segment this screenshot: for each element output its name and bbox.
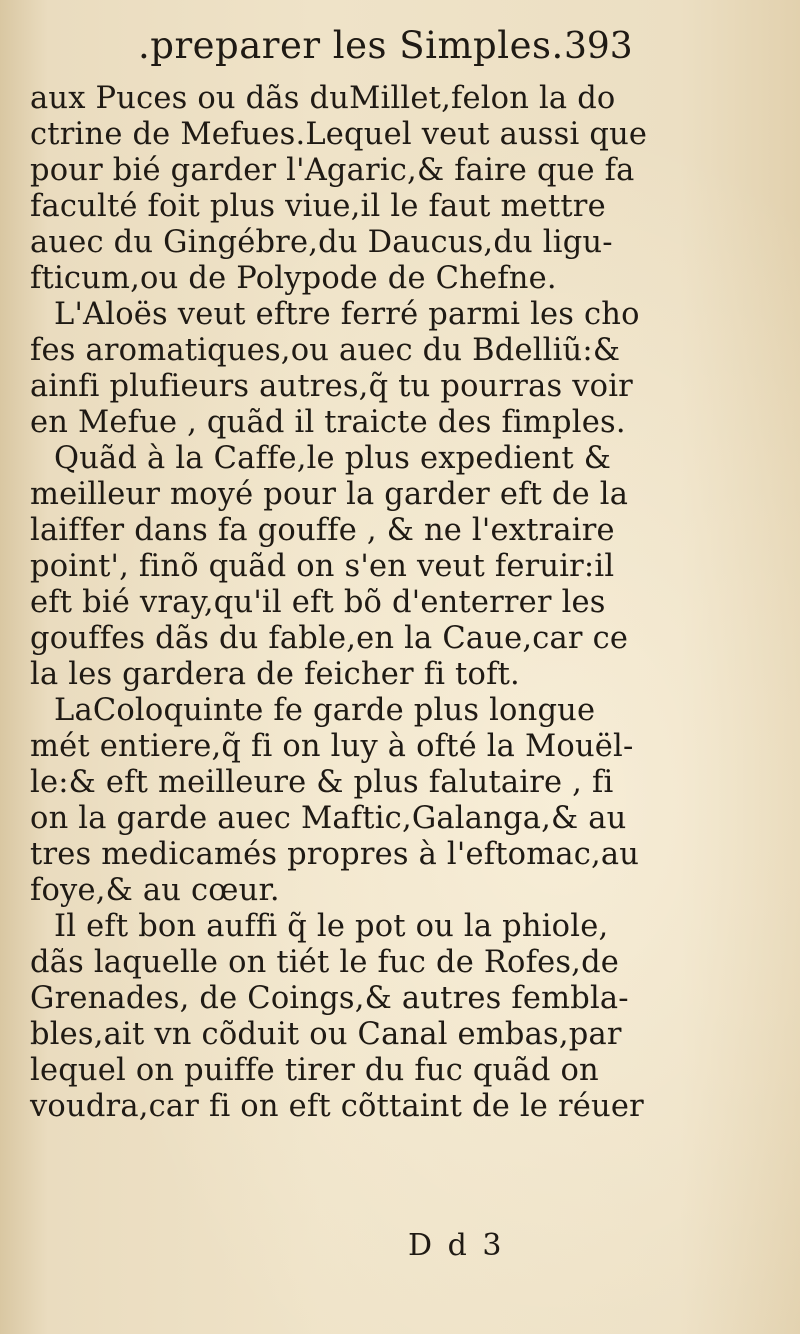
page-number: 393 [564,26,633,67]
text-line: aux Puces ou dãs duMillet,felon la do [30,81,616,116]
text-line: Grenades, de Coings,& autres fembla- [30,981,629,1016]
text-line: gouffes dãs du fable,en la Caue,car ce [30,621,629,656]
running-head: .preparer les Simples. [138,24,564,67]
paragraph-start-line: L'Aloës veut eftre ferré parmi les cho [54,297,640,332]
text-line: faculté foit plus viue,il le faut mettre [30,189,606,224]
text-line: dãs laquelle on tiét le fuc de Rofes,de [30,945,620,980]
text-line: fticum,ou de Polypode de Chefne. [30,261,557,296]
text-line: on la garde auec Maftic,Galanga,& au [30,801,627,836]
text-line: laiffer dans fa gouffe , & ne l'extraire [30,513,615,548]
text-line: point', finõ quãd on s'en veut feruir:il [30,549,615,584]
text-line: le:& eft meilleure & plus falutaire , fi [30,765,614,800]
paragraph-start-line: LaColoquinte fe garde plus longue [54,693,596,728]
text-line: pour bié garder l'Agaric,& faire que fa [30,153,635,188]
text-line: mét entiere,q̃ fi on luy à ofté la Mouël- [30,729,634,764]
text-line: ctrine de Mefues.Lequel veut aussi que [30,117,648,152]
text-line: voudra,car fi on eft cõttaint de le réuer [30,1089,644,1124]
text-line: ainfi plufieurs autres,q̃ tu pourras voir [30,369,633,404]
page-header [138,24,658,74]
paragraph-start-line: Quãd à la Caffe,le plus expedient & [54,441,612,476]
text-line: tres medicamés propres à l'eftomac,au [30,837,640,872]
text-line: foye,& au cœur. [30,873,280,908]
body-text [30,81,648,1125]
text-line: bles,ait vn cõduit ou Canal embas,par [30,1017,622,1052]
text-line: la les gardera de feicher fi toft. [30,657,520,692]
signature-mark: D d 3 [408,1228,505,1263]
text-line: fes aromatiques,ou auec du Bdelliũ:& [30,333,621,368]
text-line: meilleur moyé pour la garder eft de la [30,477,629,512]
text-line: eft bié vray,qu'il eft bõ d'enterrer les [30,585,606,620]
text-line: lequel on puiffe tirer du fuc quãd on [30,1053,599,1088]
paragraph-start-line: Il eft bon auffi q̃ le pot ou la phiole, [54,909,609,944]
text-line: en Mefue , quãd il traicte des fimples. [30,405,626,440]
text-line: auec du Gingébre,du Daucus,du ligu- [30,225,613,260]
